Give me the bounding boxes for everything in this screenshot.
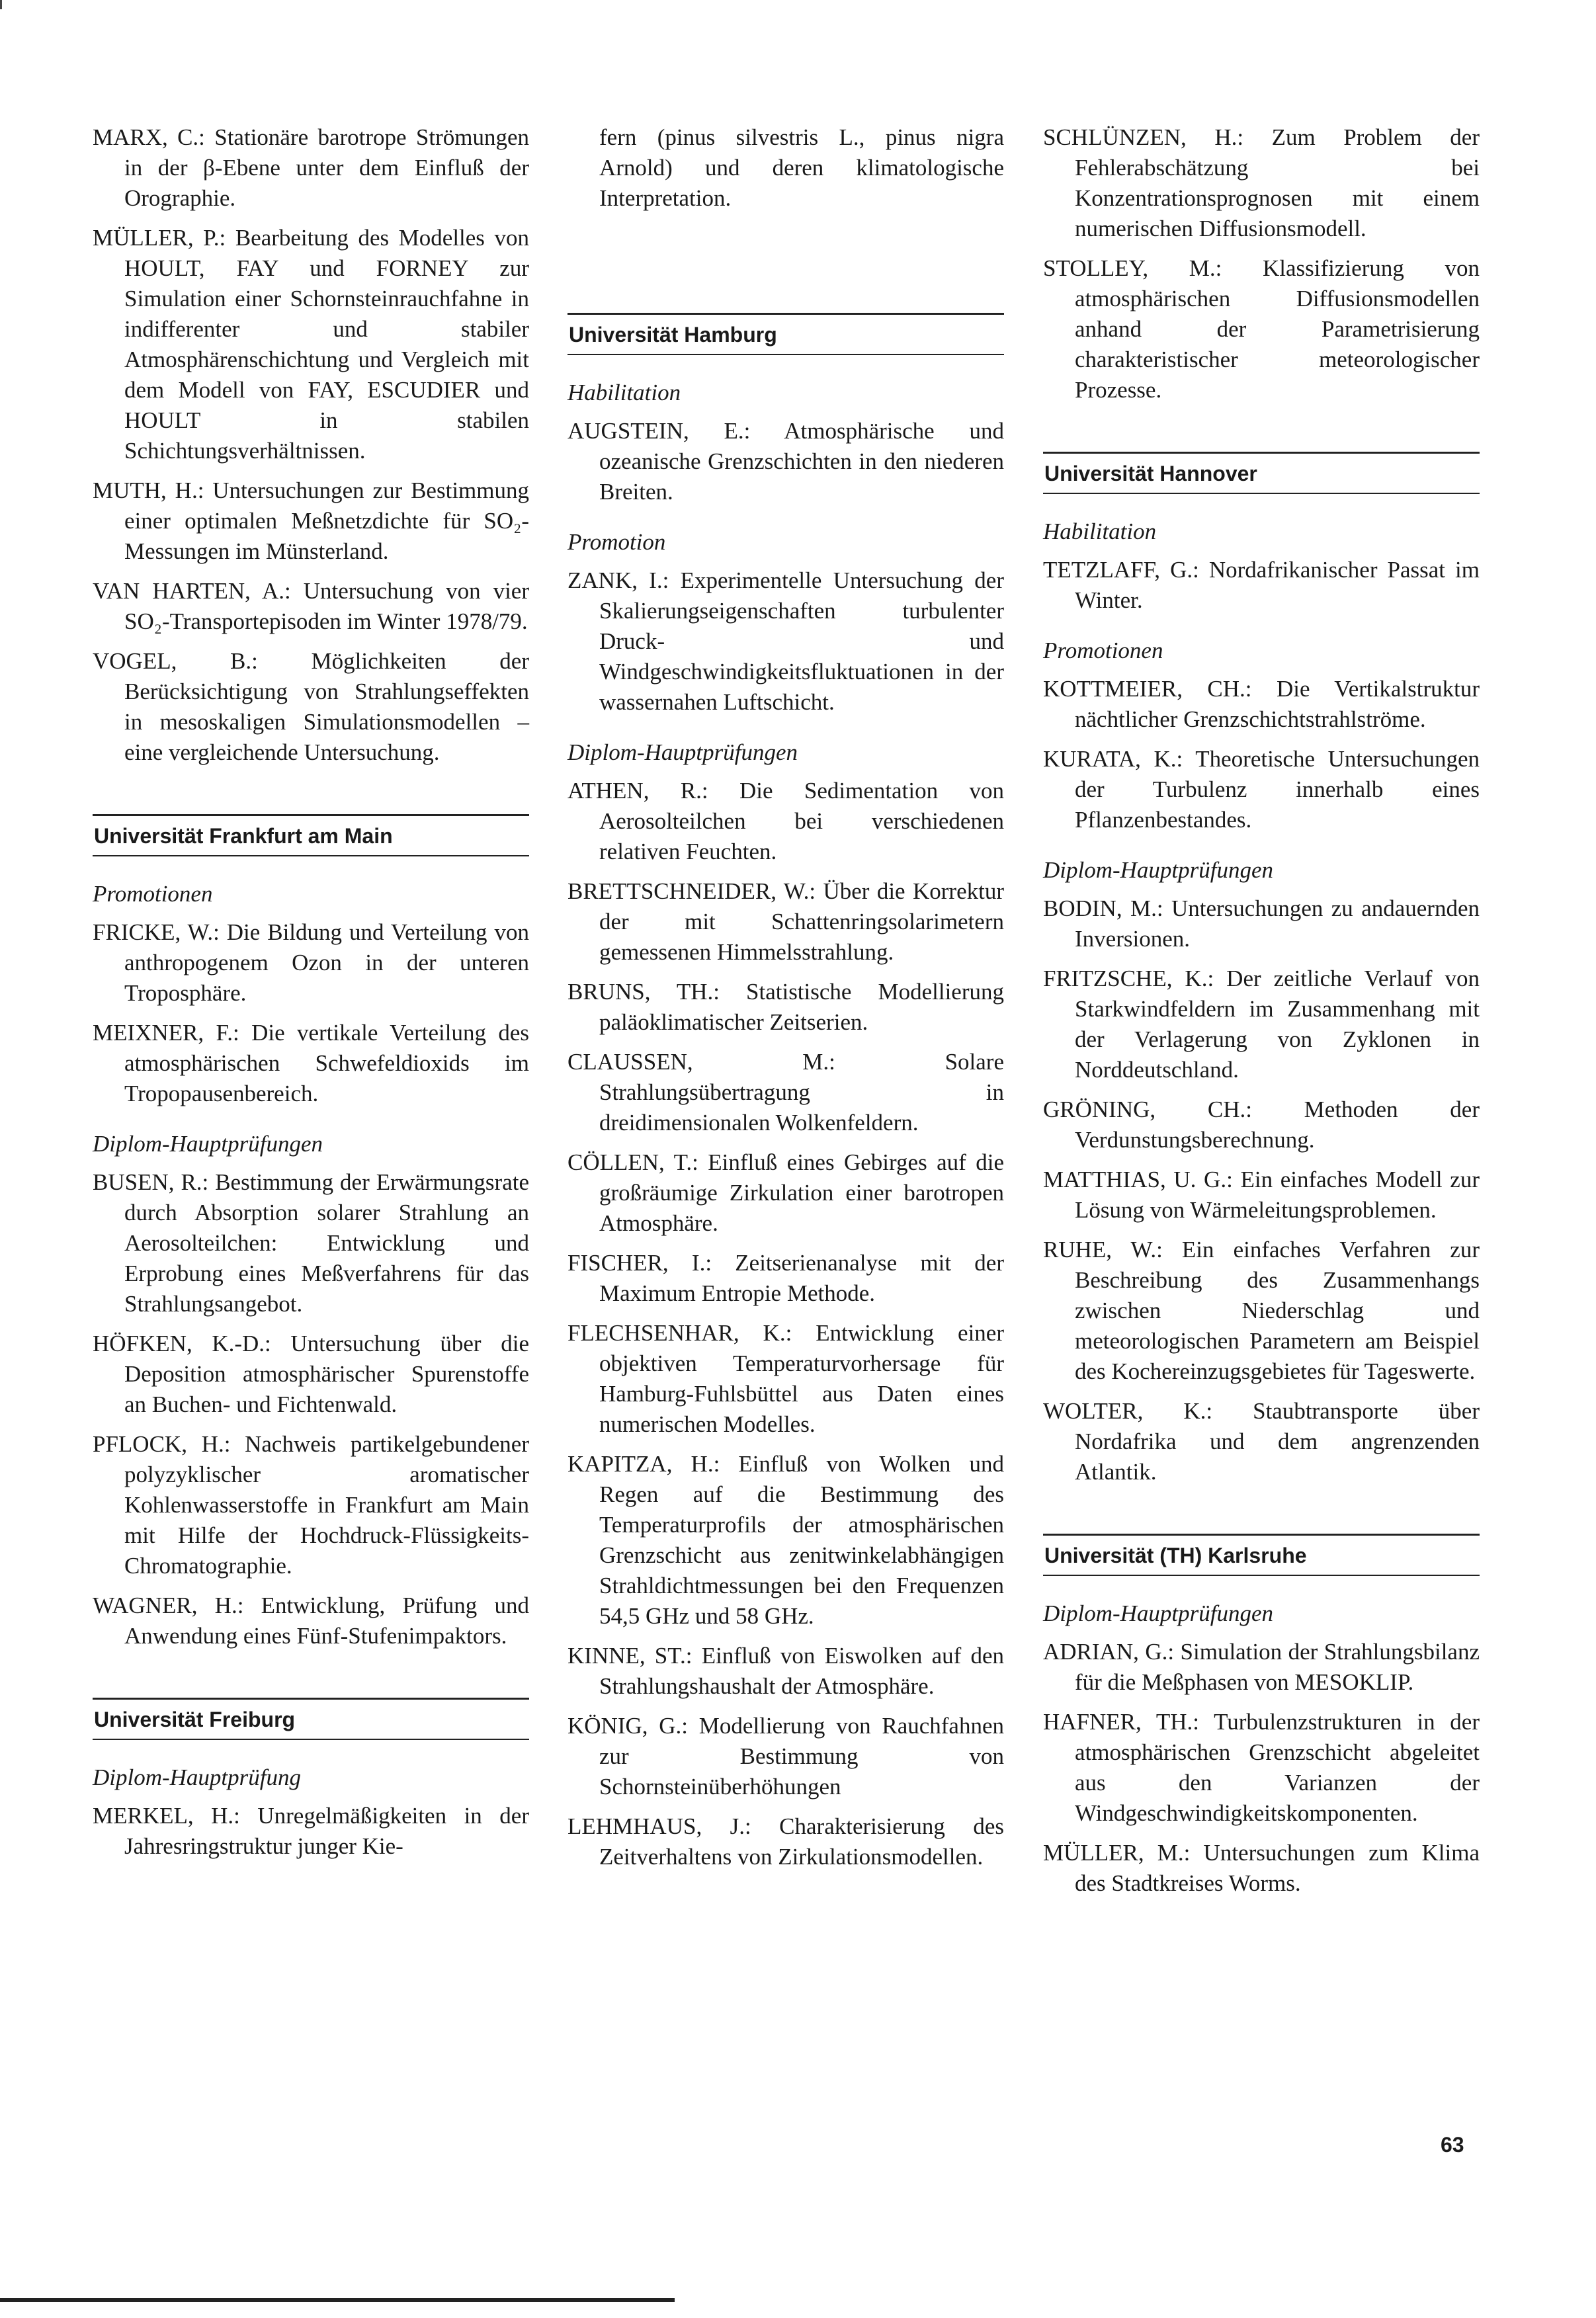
subheading: Diplom-Hauptprüfung	[93, 1764, 301, 1790]
list-entry: VOGEL, B.: Möglichkeiten der Berücksichtigung von Strahlungseffekten in mesoskaligen Simulationsmodellen – eine vergleichende Untersuchung.	[93, 648, 529, 765]
list-entry: MATTHIAS, U. G.: Ein einfaches Modell zur Lösung von Wärmeleitungsproblemen.	[1043, 1167, 1480, 1223]
list-entry: AUGSTEIN, E.: Atmosphärische und ozeanische Grenzschichten in den niederen Breiten.	[567, 418, 1004, 505]
list-entry: HAFNER, TH.: Turbulenzstrukturen in der atmosphärischen Grenzschicht abgeleitet aus den Varianzen der Windgeschwindigkeitskomponenten.	[1043, 1709, 1480, 1826]
list-entry: BODIN, M.: Untersuchungen zu andauernden Inversionen.	[1043, 895, 1480, 952]
section-title: Universität Hamburg	[567, 313, 1004, 355]
continued-entry: fern (pinus silvestris L., pinus nigra Arnold) und deren klimatologische Interpretation.	[599, 124, 1004, 211]
subheading: Habilitation	[1043, 518, 1157, 544]
list-entry: MEIXNER, F.: Die vertikale Verteilung des atmosphärischen Schwefeldioxids im Tropopausenbereich.	[93, 1020, 529, 1106]
subheading: Promotionen	[1043, 638, 1163, 663]
list-entry: WAGNER, H.: Entwicklung, Prüfung und Anwendung eines Fünf-Stufenimpaktors.	[93, 1593, 529, 1649]
list-entry: TETZLAFF, G.: Nordafrikanischer Passat im Winter.	[1043, 557, 1480, 613]
list-entry: CLAUSSEN, M.: Solare Strahlungsübertragung in dreidimensionalen Wolkenfeldern.	[567, 1049, 1004, 1136]
subheading: Promotion	[567, 529, 666, 555]
page-number: 63	[1441, 2133, 1464, 2157]
list-entry: MÜLLER, M.: Untersuchungen zum Klima des Stadtkreises Worms.	[1043, 1840, 1480, 1896]
section-hamburg	[567, 313, 1004, 1872]
subheading: Habilitation	[567, 380, 681, 405]
list-entry: ATHEN, R.: Die Sedimentation von Aerosolteilchen bei verschiedenen relativen Feuchten.	[567, 778, 1004, 864]
list-entry: ZANK, I.: Experimentelle Untersuchung der Skalierungseigenschaften turbulenter Druck- und Windgeschwindigkeitsfluktuationen in der wassernahen Luftschicht.	[567, 567, 1004, 715]
section-hannover	[1043, 452, 1480, 1487]
list-entry: VAN HARTEN, A.: Untersuchung von vier SO₂-Transportepisoden im Winter 1978/79.	[93, 578, 529, 634]
list-entry: KAPITZA, H.: Einfluß von Wolken und Regen auf die Bestimmung des Temperaturprofils der atmosphärischen Grenzschicht aus zenitwinkelabhängigen Strahldichtmessungen bei den Frequenzen 54,5 GHz und 58 GHz.	[567, 1451, 1004, 1629]
list-entry: ADRIAN, G.: Simulation der Strahlungsbilanz für die Meßphasen von MESOKLIP.	[1043, 1639, 1480, 1695]
list-entry: KOTTMEIER, CH.: Die Vertikalstruktur nächtlicher Grenzschichtstrahlströme.	[1043, 676, 1480, 732]
section-frankfurt	[93, 814, 529, 1651]
list-entry: KURATA, K.: Theoretische Untersuchungen der Turbulenz innerhalb eines Pflanzenbestandes.	[1043, 746, 1480, 833]
list-entry: FISCHER, I.: Zeitserienanalyse mit der Maximum Entropie Methode.	[567, 1250, 1004, 1306]
list-entry: LEHMHAUS, J.: Charakterisierung des Zeitverhaltens von Zirkulationsmodellen.	[567, 1813, 1004, 1870]
subheading: Diplom-Hauptprüfungen	[93, 1131, 323, 1157]
list-entry: MUTH, H.: Untersuchungen zur Bestimmung einer optimalen Meßnetzdichte für SO₂-Messungen im Münsterland.	[93, 477, 529, 564]
section-title: Universität Freiburg	[93, 1698, 529, 1740]
list-entry: MÜLLER, P.: Bearbeitung des Modelles von HOULT, FAY und FORNEY zur Simulation einer Schornsteinrauchfahne in indifferenter und stabiler Atmosphärenschichtung und Vergleich mit dem Modell von FAY, ESCUDIER und HOULT in stabilen Schichtungsverhältnissen.	[93, 225, 529, 464]
list-entry: BRETTSCHNEIDER, W.: Über die Korrektur der mit Schattenringsolarimetern gemessenen Himmelsstrahlung.	[567, 878, 1004, 965]
section-title: Universität Frankfurt am Main	[93, 814, 529, 856]
list-entry: MARX, C.: Stationäre barotrope Strömungen in der β-Ebene unter dem Einfluß der Orographie.	[93, 124, 529, 211]
column-1	[93, 122, 529, 1871]
subheading: Diplom-Hauptprüfungen	[1043, 1600, 1274, 1626]
subheading: Diplom-Hauptprüfungen	[1043, 857, 1274, 883]
list-entry: FRITZSCHE, K.: Der zeitliche Verlauf von Starkwindfeldern im Zusammenhang mit der Verlagerung von Zyklonen in Norddeutschland.	[1043, 966, 1480, 1083]
list-entry: BRUNS, TH.: Statistische Modellierung paläoklimatischer Zeitserien.	[567, 979, 1004, 1035]
list-entry: WOLTER, K.: Staubtransporte über Nordafrika und dem angrenzenden Atlantik.	[1043, 1398, 1480, 1485]
entry-list	[93, 122, 529, 768]
section-title: Universität Hannover	[1043, 452, 1480, 494]
list-entry: SCHLÜNZEN, H.: Zum Problem der Fehlerabschätzung bei Konzentrationsprognosen mit einem numerischen Diffusionsmodell.	[1043, 124, 1480, 241]
list-entry: RUHE, W.: Ein einfaches Verfahren zur Beschreibung des Zusammenhangs zwischen Niederschlag und meteorologischen Parametern am Beispiel des Kochereinzugsgebietes für Tageswerte.	[1043, 1237, 1480, 1384]
subheading: Diplom-Hauptprüfungen	[567, 739, 798, 765]
column-3	[1043, 122, 1480, 1908]
list-entry: KÖNIG, G.: Modellierung von Rauchfahnen zur Bestimmung von Schornsteinüberhöhungen	[567, 1713, 1004, 1800]
subheading: Promotionen	[93, 881, 213, 907]
list-entry: FLECHSENHAR, K.: Entwicklung einer objektiven Temperaturvorhersage für Hamburg-Fuhlsbüttel aus Daten eines numerischen Modelles.	[567, 1320, 1004, 1437]
list-entry: KINNE, ST.: Einfluß von Eiswolken auf den Strahlungshaushalt der Atmosphäre.	[567, 1643, 1004, 1699]
list-entry: PFLOCK, H.: Nachweis partikelgebundener polyzyklischer aromatischer Kohlenwasserstoffe in Frankfurt am Main mit Hilfe der Hochdruck-Flüssigkeits-Chromatographie.	[93, 1431, 529, 1579]
list-entry: GRÖNING, CH.: Methoden der Verdunstungsberechnung.	[1043, 1097, 1480, 1153]
list-entry: FRICKE, W.: Die Bildung und Verteilung von anthropogenem Ozon in der unteren Troposphäre.	[93, 919, 529, 1006]
section-title: Universität (TH) Karlsruhe	[1043, 1534, 1480, 1576]
list-entry: STOLLEY, M.: Klassifizierung von atmosphärischen Diffusionsmodellen anhand der Parametrisierung charakteristischer meteorologischer Prozesse.	[1043, 255, 1480, 403]
list-entry: BUSEN, R.: Bestimmung der Erwärmungsrate durch Absorption solarer Strahlung an Aerosolteilchen: Entwicklung und Erprobung eines Meßverfahrens für das Strahlungsangebot.	[93, 1169, 529, 1317]
bottom-rule	[0, 2298, 675, 2302]
list-entry: HÖFKEN, K.-D.: Untersuchung über die Deposition atmosphärischer Spurenstoffe an Buchen- und Fichtenwald.	[93, 1331, 529, 1417]
section-freiburg	[93, 1698, 529, 1862]
scan-mark	[0, 0, 2, 9]
list-entry: MERKEL, H.: Unregelmäßigkeiten in der Jahresringstruktur junger Kie-	[93, 1803, 529, 1859]
section-karlsruhe	[1043, 1534, 1480, 1899]
list-entry: CÖLLEN, T.: Einfluß eines Gebirges auf die großräumige Zirkulation einer barotropen Atmosphäre.	[567, 1149, 1004, 1236]
column-2	[567, 122, 1004, 1882]
